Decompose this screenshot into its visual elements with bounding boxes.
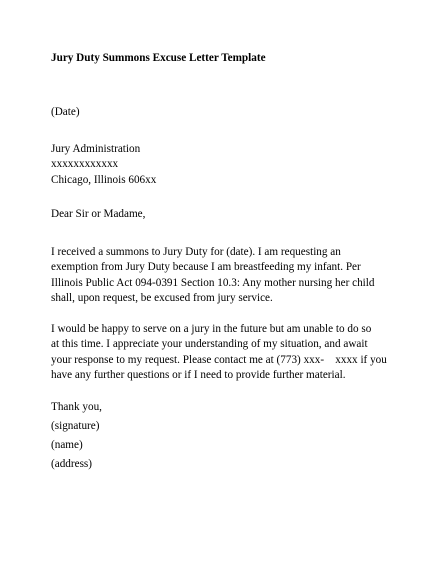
closing-block xyxy=(51,400,102,476)
closing-thanks: Thank you, xyxy=(51,401,102,413)
paragraph-2-line: your response to my request. Please contact me at (773) xxx- xxxx if you xyxy=(51,353,387,366)
paragraph-2 xyxy=(51,322,396,383)
paragraph-1-line: exemption from Jury Duty because I am breastfeeding my infant. Per xyxy=(51,261,361,274)
paragraph-1-line: shall, upon request, be excused from jury service. xyxy=(51,291,273,304)
recipient-line-3: Chicago, Illinois 606xx xyxy=(51,173,157,186)
paragraph-2-line: at this time. I appreciate your understanding of my situation, and await xyxy=(51,338,368,351)
recipient-line-2: xxxxxxxxxxxx xyxy=(51,158,119,171)
closing-address: (address) xyxy=(51,458,93,470)
paragraph-1-line: Illinois Public Act 094-0391 Section 10.3: Any mother nursing her child xyxy=(51,276,375,289)
salutation-text: Dear Sir or Madame, xyxy=(51,208,146,220)
closing-name: (name) xyxy=(51,439,83,451)
paragraph-1 xyxy=(51,245,396,306)
paragraph-2-line: have any further questions or if I need to provide further material. xyxy=(51,368,346,381)
closing-signature: (signature) xyxy=(51,420,100,432)
recipient-address xyxy=(51,142,156,188)
paragraph-2-line: I would be happy to serve on a jury in the future but am unable to do so xyxy=(51,323,372,335)
document-title: Jury Duty Summons Excuse Letter Template xyxy=(51,52,266,64)
recipient-line-1: Jury Administration xyxy=(51,143,141,155)
date-line xyxy=(51,105,80,120)
paragraph-1-line: I received a summons to Jury Duty for (date). I am requesting an xyxy=(51,246,341,258)
date-text: (Date) xyxy=(51,106,80,118)
salutation xyxy=(51,207,145,222)
